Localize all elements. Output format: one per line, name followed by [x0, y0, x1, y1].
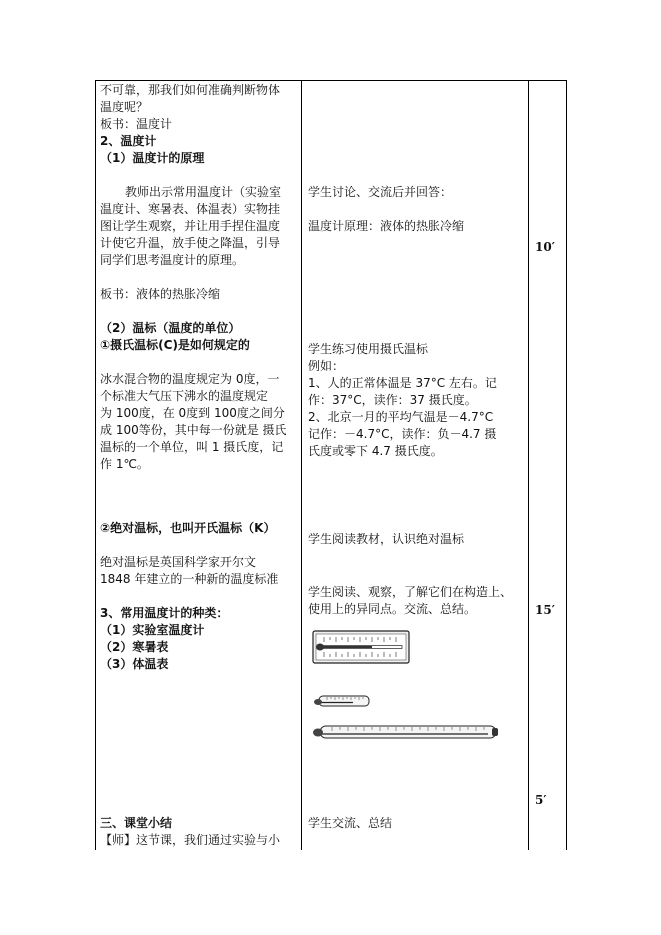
paragraph-line: 图让学生观察，并让用手捏住温度 — [100, 219, 281, 233]
section-heading: 2、温度计 — [100, 134, 157, 148]
student-activity-line: 氏度或零下 4.7 摄氏度。 — [308, 444, 443, 458]
list-item: （3）体温表 — [100, 657, 169, 671]
paragraph-line: 绝对温标是英国科学家开尔文 — [100, 555, 257, 569]
paragraph-line: 同学们思考温度计的原理。 — [100, 253, 245, 267]
paragraph-line: 1848 年建立的一种新的温度标准 — [100, 572, 279, 586]
clinical-thermometer-icon — [313, 694, 371, 708]
paragraph-line: 温度计、寒暑表、体温表）实物挂 — [100, 202, 281, 216]
column-divider-1 — [301, 81, 302, 850]
paragraph-line: 板书：液体的热胀冷缩 — [100, 287, 221, 301]
student-activity-line: 学生阅读、观察，了解它们在构造上、 — [308, 585, 513, 599]
time-allocation: 10′ — [535, 240, 555, 254]
left-text-line: 板书：温度计 — [100, 117, 173, 131]
student-activity-line: 2、北京一月的平均气温是－4.7°C — [308, 410, 494, 424]
subsection-heading: （2）温标（温度的单位） — [100, 321, 241, 335]
student-activity-line: 学生交流、总结 — [308, 816, 393, 830]
student-activity-line: 学生练习使用摄氏温标 — [308, 342, 429, 356]
paragraph-line: 温标的一个单位，叫 1 摄氏度，记 — [100, 440, 284, 454]
column-divider-2 — [528, 81, 529, 850]
list-item: （2）寒暑表 — [100, 640, 169, 654]
student-activity-line: 例如： — [308, 359, 345, 373]
paragraph-line: 【师】这节课，我们通过实验与小 — [100, 833, 281, 847]
subsection-heading: ①摄氏温标(C)是如何规定的 — [100, 338, 250, 352]
time-allocation: 15′ — [535, 603, 555, 617]
paragraph-line: 冰水混合物的温度规定为 0度，一 — [100, 372, 280, 386]
left-text-line: 不可靠，那我们如何准确判断物体 — [100, 83, 281, 97]
paragraph-line: 作 1℃。 — [100, 457, 149, 471]
time-allocation: 5′ — [535, 793, 547, 807]
student-activity-line: 学生阅读教材，认识绝对温标 — [308, 532, 465, 546]
subsection-heading: （1）温度计的原理 — [100, 151, 205, 165]
paragraph-line: 为 100度，在 0度到 100度之间分 — [100, 406, 285, 420]
student-activity-line: 温度计原理：液体的热胀冷缩 — [308, 219, 465, 233]
paragraph-line: 计使它升温，放手使之降温，引导 — [100, 236, 281, 250]
paragraph-line: 成 100等份，其中每一份就是 摄氏 — [100, 423, 287, 437]
student-activity-line: 记作：－4.7°C，读作：负－4.7 摄 — [308, 427, 497, 441]
subsection-heading: ②绝对温标，也叫开氏温标（K） — [100, 521, 276, 535]
student-activity-line: 使用上的异同点。交流、总结。 — [308, 602, 477, 616]
paragraph-line: 个标准大气压下沸水的温度规定 — [100, 389, 269, 403]
list-item: （1）实验室温度计 — [100, 623, 205, 637]
student-activity-line: 作：37°C，读作：37 摄氏度。 — [308, 393, 477, 407]
paragraph-line: 教师出示常用温度计（实验室 — [125, 185, 282, 199]
student-activity-line: 1、人的正常体温是 37°C 左右。记 — [308, 376, 497, 390]
long-thermometer-icon — [312, 724, 500, 740]
student-activity-line: 学生讨论、交流后并回答： — [308, 185, 453, 199]
lab-thermometer-icon — [312, 630, 410, 664]
left-text-line: 温度呢？ — [100, 100, 149, 114]
section-heading: 三、课堂小结 — [100, 816, 173, 830]
section-heading: 3、常用温度计的种类： — [100, 606, 229, 620]
